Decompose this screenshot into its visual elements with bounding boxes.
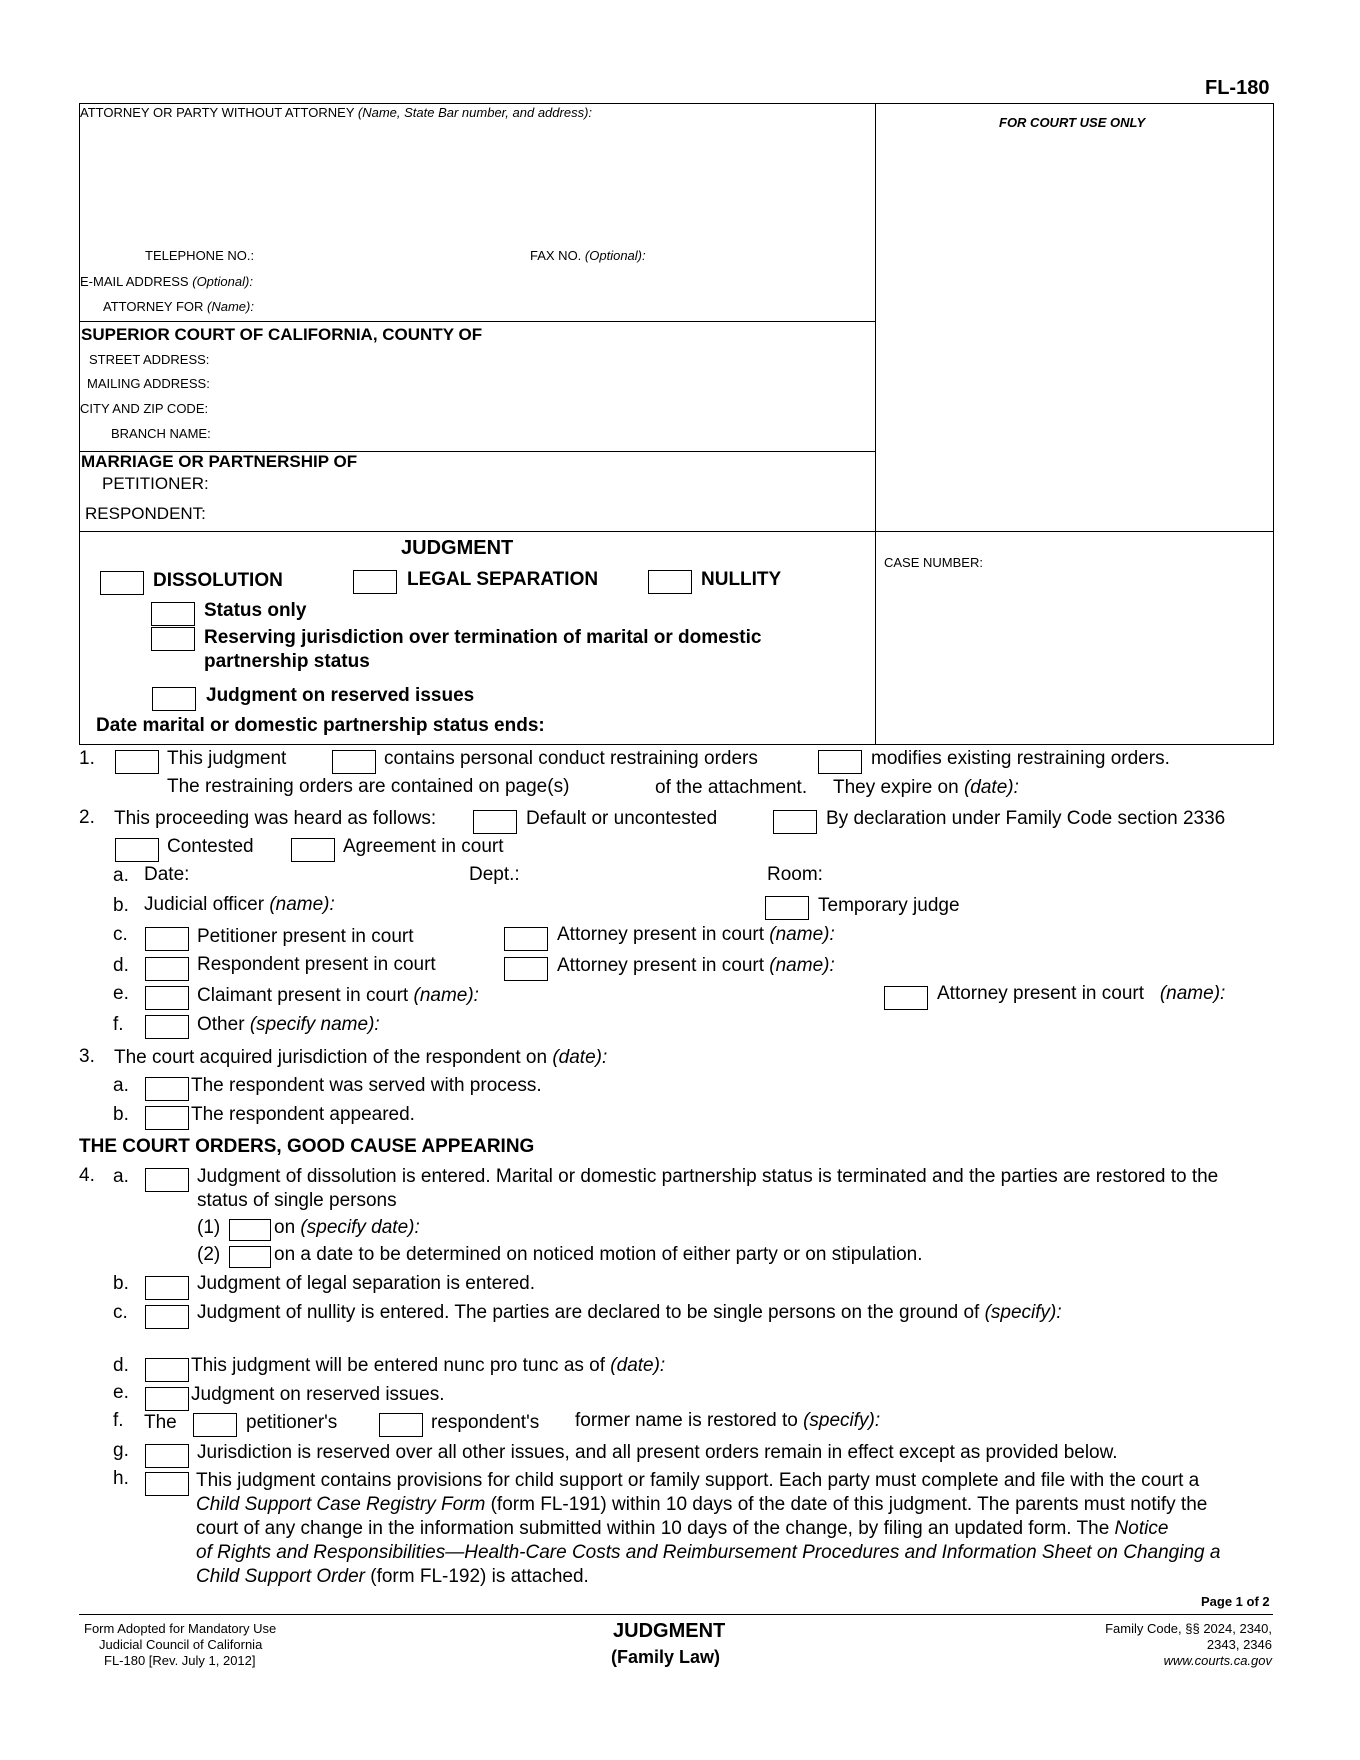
restraining-pages-label: The restraining orders are contained on page(s) xyxy=(167,776,570,797)
child-support-line4: of Rights and Responsibilities—Health-Care Costs and Reimbursement Procedures and Information Sheet on Changing a xyxy=(196,1542,1221,1563)
petitioner-former-name-label: petitioner's xyxy=(246,1412,338,1433)
declaration-checkbox[interactable] xyxy=(773,810,817,834)
footer-left-line2: Judicial Council of California xyxy=(99,1637,263,1652)
item2f-letter: f. xyxy=(113,1014,124,1035)
nullity-entered-label: Judgment of nullity is entered. The parties are declared to be single persons on the ground of (specify): xyxy=(197,1302,1062,1323)
reserved-issues-label: Judgment on reserved issues xyxy=(206,685,475,706)
item2-number: 2. xyxy=(79,807,95,828)
proceeding-heard-label: This proceeding was heard as follows: xyxy=(114,808,437,829)
footer-left-line3: FL-180 [Rev. July 1, 2012] xyxy=(104,1653,256,1668)
attorney-label: ATTORNEY OR PARTY WITHOUT ATTORNEY (Name, State Bar number, and address): xyxy=(80,105,593,120)
item3b-letter: b. xyxy=(113,1104,129,1125)
petitioner-present-label: Petitioner present in court xyxy=(197,926,414,947)
nullity-entered-checkbox[interactable] xyxy=(145,1305,189,1329)
agreement-checkbox[interactable] xyxy=(291,838,335,862)
former-name-the: The xyxy=(144,1412,177,1433)
child-support-checkbox[interactable] xyxy=(145,1472,189,1496)
contested-checkbox[interactable] xyxy=(115,838,159,862)
legal-separation-entered-checkbox[interactable] xyxy=(145,1276,189,1300)
court-orders-heading: THE COURT ORDERS, GOOD CAUSE APPEARING xyxy=(79,1136,535,1157)
dissolution-checkbox[interactable] xyxy=(100,571,144,595)
item4e-letter: e. xyxy=(113,1382,129,1403)
noticed-motion-label: on a date to be determined on noticed motion of either party or on stipulation. xyxy=(274,1244,923,1265)
footer-title: JUDGMENT xyxy=(613,1620,726,1642)
fax-label: FAX NO. (Optional): xyxy=(530,248,646,263)
declaration-label: By declaration under Family Code section 2336 xyxy=(826,808,1226,829)
other-present-checkbox[interactable] xyxy=(145,1015,189,1039)
child-support-line2: Child Support Case Registry Form (form FL-191) within 10 days of the date of this judgment. The parents must notify the xyxy=(196,1494,1208,1515)
item3-number: 3. xyxy=(79,1046,95,1067)
respondent-appeared-label: The respondent appeared. xyxy=(191,1104,415,1125)
respondent-attorney-checkbox[interactable] xyxy=(504,957,548,981)
nunc-pro-tunc-checkbox[interactable] xyxy=(145,1358,189,1382)
reserving-jurisdiction-checkbox[interactable] xyxy=(151,627,195,651)
item2a-letter: a. xyxy=(113,865,129,886)
restraining-expire-label: They expire on (date): xyxy=(833,777,1019,798)
child-support-line1: This judgment contains provisions for child support or family support. Each party must complete and file with the court a xyxy=(196,1470,1200,1491)
dissolution-entered-line2: status of single persons xyxy=(197,1190,397,1211)
claimant-present-checkbox[interactable] xyxy=(145,986,189,1010)
mailing-address-label: MAILING ADDRESS: xyxy=(87,376,210,391)
respondent-former-name-checkbox[interactable] xyxy=(379,1413,423,1437)
petitioner-label: PETITIONER: xyxy=(102,474,209,493)
agreement-label: Agreement in court xyxy=(343,836,504,857)
default-checkbox[interactable] xyxy=(473,810,517,834)
default-label: Default or uncontested xyxy=(526,808,718,829)
item2b-letter: b. xyxy=(113,895,129,916)
footer-divider xyxy=(79,1614,1273,1615)
this-judgment-checkbox[interactable] xyxy=(115,750,159,774)
hearing-room-label: Room: xyxy=(767,864,823,885)
item4a-letter: a. xyxy=(113,1166,129,1187)
jurisdiction-reserved-label: Jurisdiction is reserved over all other issues, and all present orders remain in effect except as provided below. xyxy=(197,1442,1118,1463)
jurisdiction-reserved-checkbox[interactable] xyxy=(145,1444,189,1468)
other-present-label: Other (specify name): xyxy=(197,1014,380,1035)
page-number: Page 1 of 2 xyxy=(1201,1594,1270,1609)
dissolution-entered-line1: Judgment of dissolution is entered. Marital or domestic partnership status is terminated and the parties are restored to the xyxy=(197,1166,1219,1187)
status-only-checkbox[interactable] xyxy=(151,602,195,626)
petitioner-attorney-checkbox[interactable] xyxy=(504,927,548,951)
child-support-line5: Child Support Order (form FL-192) is attached. xyxy=(196,1566,589,1587)
claimant-attorney-label: Attorney present in court (name): xyxy=(937,983,1226,1004)
legal-separation-checkbox[interactable] xyxy=(353,570,397,594)
legal-separation-label: LEGAL SEPARATION xyxy=(407,569,599,590)
item4-number: 4. xyxy=(79,1165,95,1186)
footer-website[interactable]: www.courts.ca.gov xyxy=(1163,1653,1272,1668)
item4g-letter: g. xyxy=(113,1440,129,1461)
judgment-title: JUDGMENT xyxy=(401,537,514,559)
petitioner-attorney-label: Attorney present in court (name): xyxy=(557,924,835,945)
claimant-attorney-checkbox[interactable] xyxy=(884,986,928,1010)
reserving-jurisdiction-label-line2: partnership status xyxy=(204,651,370,672)
claimant-present-label: Claimant present in court (name): xyxy=(197,985,479,1006)
item3a-letter: a. xyxy=(113,1075,129,1096)
former-name-restored-label: former name is restored to (specify): xyxy=(575,1410,881,1431)
city-zip-label: CITY AND ZIP CODE: xyxy=(80,401,209,416)
reserved-issues-entered-checkbox[interactable] xyxy=(145,1387,189,1411)
legal-separation-entered-label: Judgment of legal separation is entered. xyxy=(197,1273,535,1294)
dissolution-entered-checkbox[interactable] xyxy=(145,1168,189,1192)
nullity-label: NULLITY xyxy=(701,569,782,590)
served-process-checkbox[interactable] xyxy=(145,1077,189,1101)
this-judgment-label: This judgment xyxy=(167,748,287,769)
contested-label: Contested xyxy=(167,836,254,857)
temporary-judge-label: Temporary judge xyxy=(818,895,960,916)
item4d-letter: d. xyxy=(113,1355,129,1376)
case-number-label: CASE NUMBER: xyxy=(884,555,983,570)
divider-title xyxy=(79,531,1273,532)
nunc-pro-tunc-label: This judgment will be entered nunc pro tunc as of (date): xyxy=(191,1355,666,1376)
footer-left-line1: Form Adopted for Mandatory Use xyxy=(84,1621,277,1636)
modifies-restraining-checkbox[interactable] xyxy=(818,750,862,774)
respondent-attorney-label: Attorney present in court (name): xyxy=(557,955,835,976)
attorney-for-label: ATTORNEY FOR (Name): xyxy=(103,299,254,314)
item2d-letter: d. xyxy=(113,955,129,976)
court-use-divider xyxy=(875,103,876,744)
specify-date-checkbox[interactable] xyxy=(229,1219,271,1241)
contains-restraining-label: contains personal conduct restraining orders xyxy=(384,748,758,769)
served-process-label: The respondent was served with process. xyxy=(191,1075,542,1096)
form-number: FL-180 xyxy=(1205,77,1270,99)
judicial-officer-label: Judicial officer (name): xyxy=(144,894,335,915)
item4a1-number: (1) xyxy=(197,1217,221,1238)
specify-date-label: on (specify date): xyxy=(274,1217,420,1238)
respondent-label: RESPONDENT: xyxy=(85,504,206,523)
item4a2-number: (2) xyxy=(197,1244,221,1265)
footer-subtitle: (Family Law) xyxy=(611,1647,721,1667)
telephone-label: TELEPHONE NO.: xyxy=(145,248,255,263)
nullity-checkbox[interactable] xyxy=(648,570,692,594)
divider-court xyxy=(79,321,875,322)
reserving-jurisdiction-label-line1: Reserving jurisdiction over termination of marital or domestic xyxy=(204,627,762,648)
footer-right-line2: 2343, 2346 xyxy=(1206,1637,1272,1652)
item4b-letter: b. xyxy=(113,1273,129,1294)
street-address-label: STREET ADDRESS: xyxy=(89,352,210,367)
item4c-letter: c. xyxy=(113,1302,128,1323)
court-title: SUPERIOR COURT OF CALIFORNIA, COUNTY OF xyxy=(81,325,483,344)
respondent-appeared-checkbox[interactable] xyxy=(145,1106,189,1130)
respondent-present-checkbox[interactable] xyxy=(145,957,189,981)
jurisdiction-acquired-label: The court acquired jurisdiction of the respondent on (date): xyxy=(114,1047,608,1068)
item1-number: 1. xyxy=(79,748,95,769)
hearing-date-label: Date: xyxy=(144,864,190,885)
modifies-restraining-label: modifies existing restraining orders. xyxy=(871,748,1170,769)
hearing-dept-label: Dept.: xyxy=(469,864,520,885)
reserved-issues-entered-label: Judgment on reserved issues. xyxy=(191,1384,445,1405)
restraining-attachment-label: of the attachment. xyxy=(655,777,808,798)
reserved-issues-checkbox[interactable] xyxy=(152,687,196,711)
petitioner-present-checkbox[interactable] xyxy=(145,927,189,951)
item4h-letter: h. xyxy=(113,1468,129,1489)
respondent-former-name-label: respondent's xyxy=(431,1412,540,1433)
marriage-title: MARRIAGE OR PARTNERSHIP OF xyxy=(81,452,358,471)
item2c-letter: c. xyxy=(113,924,128,945)
dissolution-label: DISSOLUTION xyxy=(153,570,283,591)
contains-restraining-checkbox[interactable] xyxy=(332,750,376,774)
respondent-present-label: Respondent present in court xyxy=(197,954,436,975)
petitioner-former-name-checkbox[interactable] xyxy=(193,1413,237,1437)
child-support-line3: court of any change in the information submitted within 10 days of the change, by filing an updated form. The Notice xyxy=(196,1518,1169,1539)
status-only-label: Status only xyxy=(204,600,307,621)
item4f-letter: f. xyxy=(113,1410,124,1431)
email-label: E-MAIL ADDRESS (Optional): xyxy=(80,274,253,289)
item2e-letter: e. xyxy=(113,983,129,1004)
temporary-judge-checkbox[interactable] xyxy=(765,896,809,920)
date-status-ends-label: Date marital or domestic partnership status ends: xyxy=(96,715,545,736)
noticed-motion-checkbox[interactable] xyxy=(229,1246,271,1268)
branch-name-label: BRANCH NAME: xyxy=(111,426,211,441)
court-use-only-label: FOR COURT USE ONLY xyxy=(999,115,1146,130)
footer-right-line1: Family Code, §§ 2024, 2340, xyxy=(1105,1621,1272,1636)
